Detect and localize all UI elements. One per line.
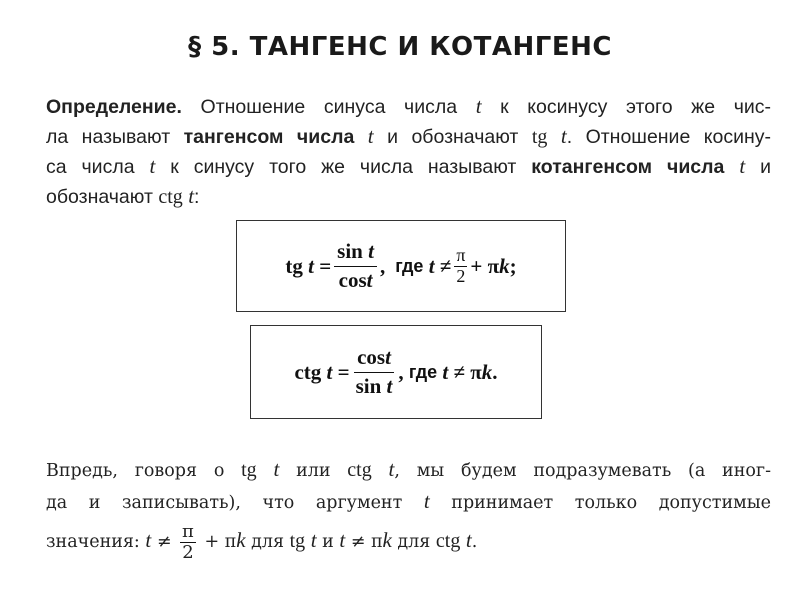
note-line-1: Впредь, говоря о tg t или ctg t, мы будем подразумевать (а иног- (46, 457, 771, 481)
pi-over-two-fraction-note: $\frac{\pi}{2}$ (182, 521, 194, 563)
cotangent-formula: ctg t = $\frac{\cos t}{\text{sin t}}$ , где t ≠ π k . (294, 345, 498, 398)
definition-label: Определение. (46, 96, 182, 118)
tangent-formula: tg t = $\frac{\text{sin t}}{\cos t}$ , где t ≠ $\frac{\pi}{2}$ + π k ; (285, 239, 517, 292)
pi-over-two-fraction: $\frac{\pi}{2}$ (456, 244, 466, 286)
note-line-3: значения: t ≠ $\frac{\pi}{2}$ + πk для tg t и t ≠ πk для ctg t. (46, 521, 478, 563)
term-tangent: тангенсом числа (183, 126, 355, 148)
definition-paragraph (46, 91, 771, 211)
term-cotangent: котангенсом числа (531, 156, 725, 178)
cotangent-formula-box (250, 325, 542, 419)
definition-line-2: ла называют тангенсом числа t и обозначают tg t. Отношение косину- (46, 124, 772, 148)
section-title: § 5. ТАНГЕНС И КОТАНГЕНС (188, 32, 612, 62)
note-line-2: да и записывать), что аргумент t принимает только допустимые (46, 489, 772, 513)
definition-line-4: обозначают ctg t: (46, 184, 200, 208)
sin-over-cos-fraction: $\frac{\text{sin t}}{\cos t}$ (334, 240, 377, 291)
tangent-formula-box (236, 220, 566, 312)
definition-line-1: Определение. Отношение синуса числа t к косинусу этого же чис- (46, 94, 771, 118)
cos-over-sin-fraction: $\frac{\cos t}{\text{sin t}}$ (355, 345, 393, 398)
definition-line-3: са числа t к синусу того же числа называют котангенсом числа t и (46, 154, 771, 178)
note-paragraph (46, 453, 771, 563)
